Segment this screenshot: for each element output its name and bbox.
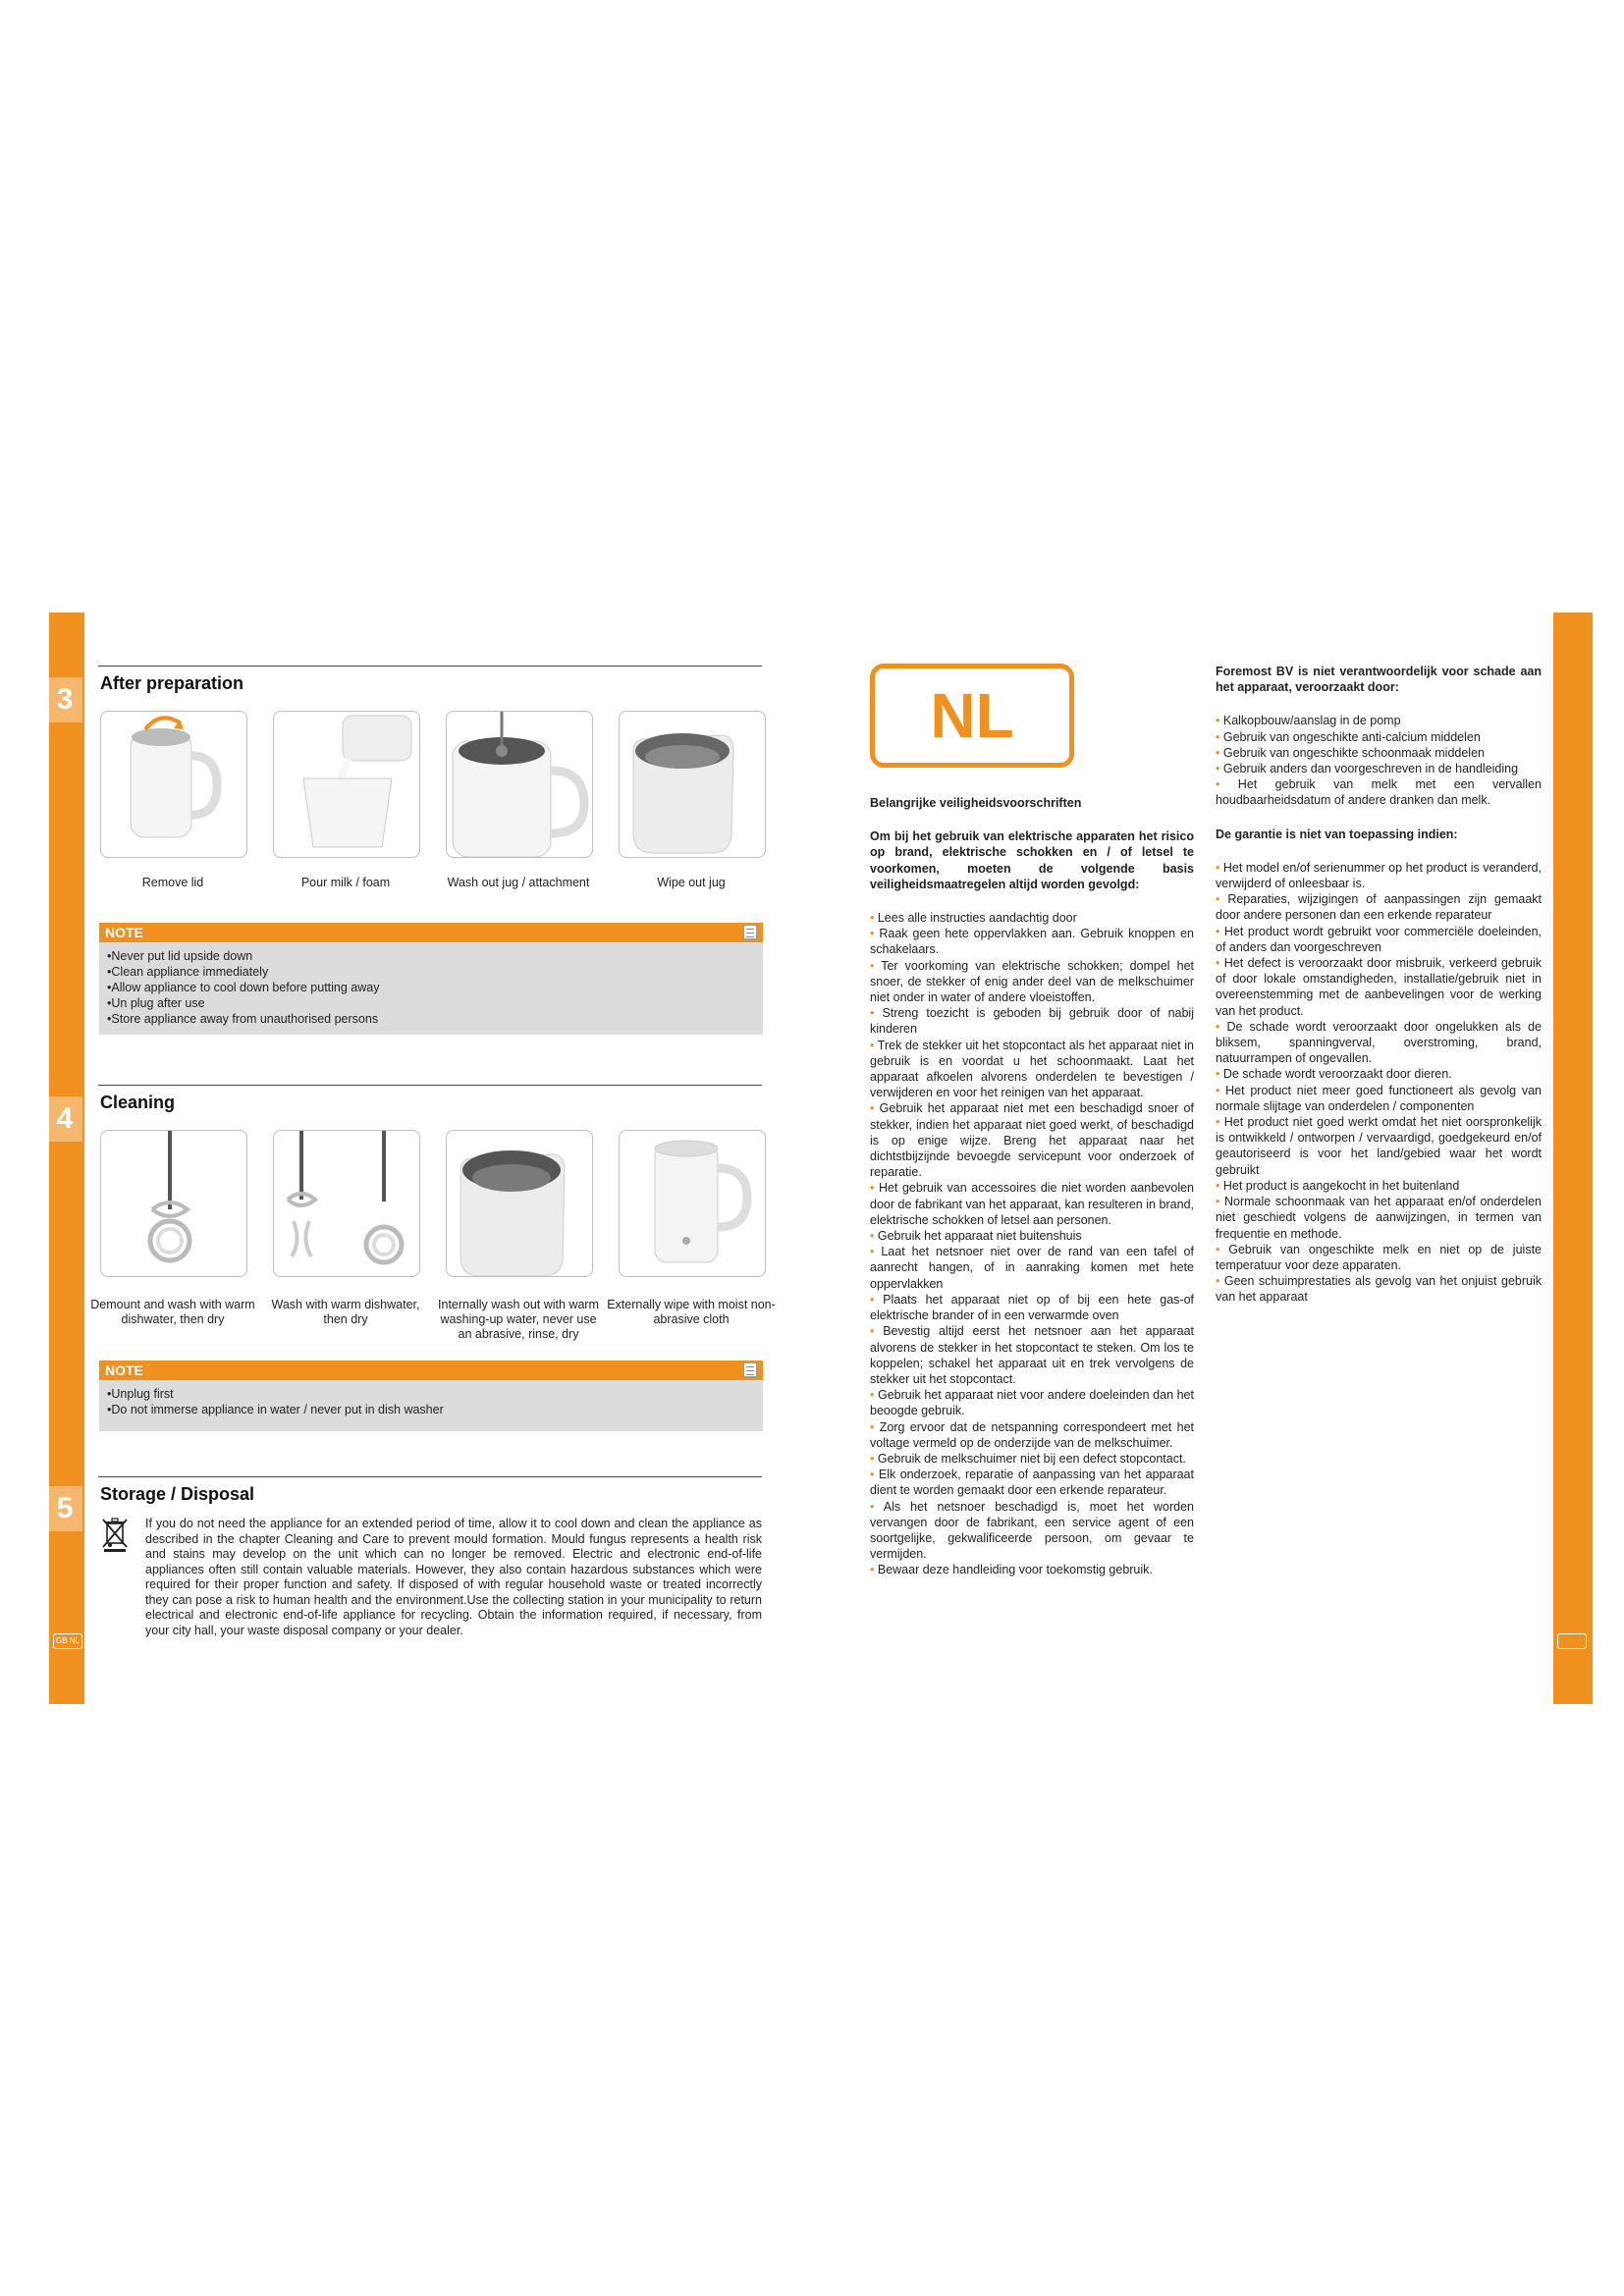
liability-heading: Foremost BV is niet verantwoordelijk voor schade aan het apparaat, veroorzaakt door: [1216,665,1542,695]
caption-wash-whisk: Wash with warm dishwater, then dry [271,1298,420,1326]
page-footer-tab: GB NL [53,1633,82,1649]
warranty-item: • Het product is aangekocht in het buitenland [1216,1178,1460,1193]
liability-item: • Kalkopbouw/aanslag in de pomp [1216,714,1401,728]
safety-item: • Laat het netsnoer niet over de rand van een tafel of aanrecht hangen, of in aanraking komen met hete oppervlakken [870,1245,1194,1291]
left-orange-bar [49,613,84,1704]
note-item: • Allow appliance to cool down before putting away [107,980,753,995]
safety-item: • Als het netsnoer beschadigd is, moet het worden vervangen door de fabrikant, een service agent of een soortgelijke, gekwalificeerde persoon, om gevaar te vermijden. [870,1499,1194,1562]
bullet-icon: • [870,1101,880,1116]
wipe-jug-image [619,711,766,858]
bullet-icon: • [870,1324,884,1339]
warranty-item: • Gebruik van ongeschikte melk en niet op de juiste temperatuur voor deze apparaten. [1216,1242,1542,1272]
note-item: • Unplug first [107,1386,753,1402]
bullet-icon: • [1216,892,1228,907]
bullet-icon: • [870,1006,883,1021]
warranty-item: • Normale schoonmaak van het apparaat en/of onderdelen niet geschiedt volgens de aanwijzingen, in termen van frequentie en methode. [1216,1195,1542,1241]
bullet-icon: • [1216,924,1224,938]
bullet-icon: • [1216,1115,1224,1130]
section-4-number: 4 [47,1096,82,1142]
safety-item: • Zorg ervoor dat de netspanning correspondeert met het voltage vermeld op de onderzijde van de melkschuimer. [870,1419,1194,1450]
section-3-rule [98,666,762,667]
section-3-note [99,923,763,1035]
note-header [99,1361,763,1380]
liability-item: • Het gebruik van melk met een vervallen houdbaarheidsdatum of andere dranken dan melk. [1216,777,1542,808]
warranty-item: • Het defect is veroorzaakt door misbruik, verkeerd gebruik of door lokale omstandigheden, installatie/gebruik niet in overeenstemming met de aanbevelingen voor de werking van het product. [1216,956,1542,1018]
bullet-icon: • [870,1451,878,1466]
caption-demount-wash: Demount and wash with warm dishwater, then dry [90,1298,255,1326]
safety-item: • Gebruik het apparaat niet buitenshuis [870,1229,1082,1244]
safety-heading: Belangrijke veiligheidsvoorschriften [870,796,1082,810]
nl-warranty-column [1216,664,1542,1306]
bullet-icon: • [1216,1083,1226,1097]
safety-item: • Het gebruik van accessoires die niet worden aanbevolen door de fabrikant van het apparaat, kan resulteren in brand, elektrische schokken of letsel aan personen. [870,1181,1194,1227]
safety-item: • Trek de stekker uit het stopcontact als het apparaat niet in gebruik is en voordat u het schoonmaakt. Laat het apparaat afkoelen alvorens onderdelen te bevestigen / verwijderen en voor het reinigen van het apparaat. [870,1038,1194,1100]
bullet-icon: • [1216,1195,1224,1209]
liability-item: • Gebruik anders dan voorgeschreven in de handleiding [1216,762,1519,776]
safety-item: • Gebruik de melkschuimer niet bij een defect stopcontact. [870,1451,1186,1466]
bullet-icon: • [1216,714,1223,728]
warranty-item: • Het product niet goed werkt omdat het niet oorspronkelijk is ontwikkeld / ontworpen / vervaardigd, goedgekeurd en/of geautoriseerd is voor het land/gebied waar het wordt gebruikt [1216,1115,1542,1177]
page-footer-tab-right [1557,1633,1587,1649]
liability-item: • Gebruik van ongeschikte schoonmaak middelen [1216,745,1485,760]
liability-item: • Gebruik van ongeschikte anti-calcium middelen [1216,729,1481,744]
note-item: • Un plug after use [107,995,753,1011]
note-item: • Store appliance away from unauthorised persons [107,1011,753,1027]
document-icon [743,925,757,939]
bullet-icon: • [1216,762,1223,776]
remove-lid-image [100,711,247,858]
section-3-title: After preparation [100,673,244,693]
bullet-icon: • [1216,860,1223,875]
warranty-item: • De schade wordt veroorzaakt door dieren. [1216,1067,1452,1082]
bullet-icon: • [1216,956,1224,971]
bullet-icon: • [870,927,880,941]
warranty-heading: De garantie is niet van toepassing indien: [1216,827,1458,841]
bullet-icon: • [870,1245,882,1259]
safety-item: • Bewaar deze handleiding voor toekomstig gebruik. [870,1563,1153,1577]
bullet-icon: • [1216,1242,1229,1256]
nl-language-badge: NL [870,664,1074,768]
note-label: NOTE [105,1362,143,1378]
bullet-icon: • [1216,1274,1224,1289]
warranty-item: • Het product niet meer goed functioneert als gevolg van normale slijtage van onderdelen / componenten [1216,1083,1543,1113]
note-item: • Do not immerse appliance in water / never put in dish washer [107,1402,753,1417]
whisk-parts-image [273,1130,420,1277]
storage-text: If you do not need the appliance for an extended period of time, allow it to cool down and clean the appliance as described in the chapter Cleaning and Care to prevent mould formation. Mould fungus represents a health risk and stains may develop on the unit which can no longer be removed. Electric and electronic end-of-life appliances often still contain valuable materials. However, they also contain hazardous substances which were required for their proper function and safety. If disposed of with regular household waste or treated incorrectly they can pose a risk to human health and the environment.Use the collecting station in your municipality to return electrical and electronic end-of-life appliance for recycling. Obtain the information required, if necessary, from your city hall, your waste disposal company or your dealer. [145,1517,762,1637]
section-4-rule [98,1085,762,1086]
caption-remove-lid: Remove lid [141,876,204,889]
document-icon [743,1362,757,1377]
safety-list [870,910,1194,1578]
warranty-item: • Het product wordt gebruikt voor commerciële doeleinden, of anders dan voorgeschreven [1216,924,1543,954]
safety-item: • Gebruik het apparaat niet met een beschadigd snoer of stekker, indien het apparaat niet goed werkt, of beschadigd is op enige wijze. Breng het apparaat naar het dichtstbijzijnde bevoegde servicepunt voor onderzoek of reparatie. [870,1101,1194,1180]
safety-item: • Elk onderzoek, reparatie of aanpassing van het apparaat dient te worden gemaakt door een erkende reparateur. [870,1468,1194,1498]
safety-item: • Lees alle instructies aandachtig door [870,911,1077,926]
bullet-icon: • [870,1038,878,1052]
wheelie-bin-icon [100,1516,130,1553]
whisk-image [100,1130,247,1277]
bullet-icon: • [1216,729,1223,744]
bullet-icon: • [870,1563,878,1577]
caption-external-wipe: Externally wipe with moist non-abrasive cloth [607,1298,776,1326]
warranty-item: • De schade wordt veroorzaakt door ongelukken als de bliksem, spanningverval, overstroming, brand, natuurrampen of ongevallen. [1216,1019,1542,1066]
warranty-item: • Het model en/of serienummer op het product is veranderd, verwijderd of onleesbaar is. [1216,860,1542,891]
bullet-icon: • [1216,777,1238,792]
external-wipe-image [619,1130,766,1277]
warranty-item: • Reparaties, wijzigingen of aanpassingen zijn gemaakt door andere personen dan een erkende reparateur [1216,892,1542,923]
warranty-list [1216,860,1542,1306]
note-item: • Never put lid upside down [107,948,753,964]
bullet-icon: • [1216,1067,1223,1082]
caption-pour-milk: Pour milk / foam [300,876,391,889]
bullet-icon: • [1216,1019,1227,1034]
bullet-icon: • [1216,745,1223,760]
internal-wash-image [446,1130,593,1277]
right-orange-bar [1553,613,1593,1704]
caption-wash-jug: Wash out jug / attachment [447,876,590,889]
bullet-icon: • [870,1388,878,1403]
section-4-note [99,1361,763,1431]
bullet-icon: • [1216,1178,1223,1193]
section-5-title: Storage / Disposal [100,1484,255,1504]
bullet-icon: • [870,1229,878,1244]
bullet-icon: • [870,1468,879,1482]
safety-intro: Om bij het gebruik van elektrische apparaten het risico op brand, elektrische schokken en / of letsel te voorkomen, moeten de volgende basis veiligheidsmaatregelen altijd worden gevolgd: [870,829,1194,891]
bullet-icon: • [870,1419,880,1434]
pour-milk-image [273,711,420,858]
bullet-icon: • [870,911,878,926]
caption-internal-wash: Internally wash out with warm washing-up water, never use an abrasive, rinse, dry [438,1298,599,1341]
nl-safety-column [870,795,1194,1578]
note-list [99,1380,763,1431]
section-3-number: 3 [47,677,82,722]
safety-item: • Ter voorkoming van elektrische schokken; dompel het snoer, de stekker of enig ander deel van de melkschuimer niet onder in water of andere vloeistoffen. [870,958,1195,1005]
bullet-icon: • [870,1181,879,1196]
safety-item: • Plaats het apparaat niet op of bij een hete gas-of elektrische brander of in een verwarmde oven [870,1292,1194,1323]
note-item: • Clean appliance immediately [107,964,753,980]
bullet-icon: • [870,958,882,973]
liability-list [1216,713,1542,808]
safety-item: • Gebruik het apparaat niet voor andere doeleinden dan het beoogde gebruik. [870,1388,1194,1418]
safety-item: • Streng toezicht is geboden bij gebruik door of nabij kinderen [870,1006,1194,1037]
section-5-rule [98,1476,762,1477]
warranty-item: • Geen schuimprestaties als gevolg van het onjuist gebruik van het apparaat [1216,1274,1542,1305]
note-label: NOTE [105,925,143,940]
caption-wipe-jug: Wipe out jug [657,876,726,889]
note-list [99,942,763,1035]
wash-jug-image [446,711,593,858]
section-5-number: 5 [47,1486,82,1531]
bullet-icon: • [870,1292,884,1307]
bullet-icon: • [870,1499,884,1514]
section-4-title: Cleaning [100,1093,176,1112]
note-header [99,923,763,942]
safety-item: • Raak geen hete oppervlakken aan. Gebruik knoppen en schakelaars. [870,927,1194,957]
safety-item: • Bevestig altijd eerst het netsnoer aan het apparaat alvorens de stekker in het stopcontact te steken. Om los te koppelen; schakel het apparaat uit en trek vervolgens de stekker uit het stopcontact. [870,1324,1194,1386]
